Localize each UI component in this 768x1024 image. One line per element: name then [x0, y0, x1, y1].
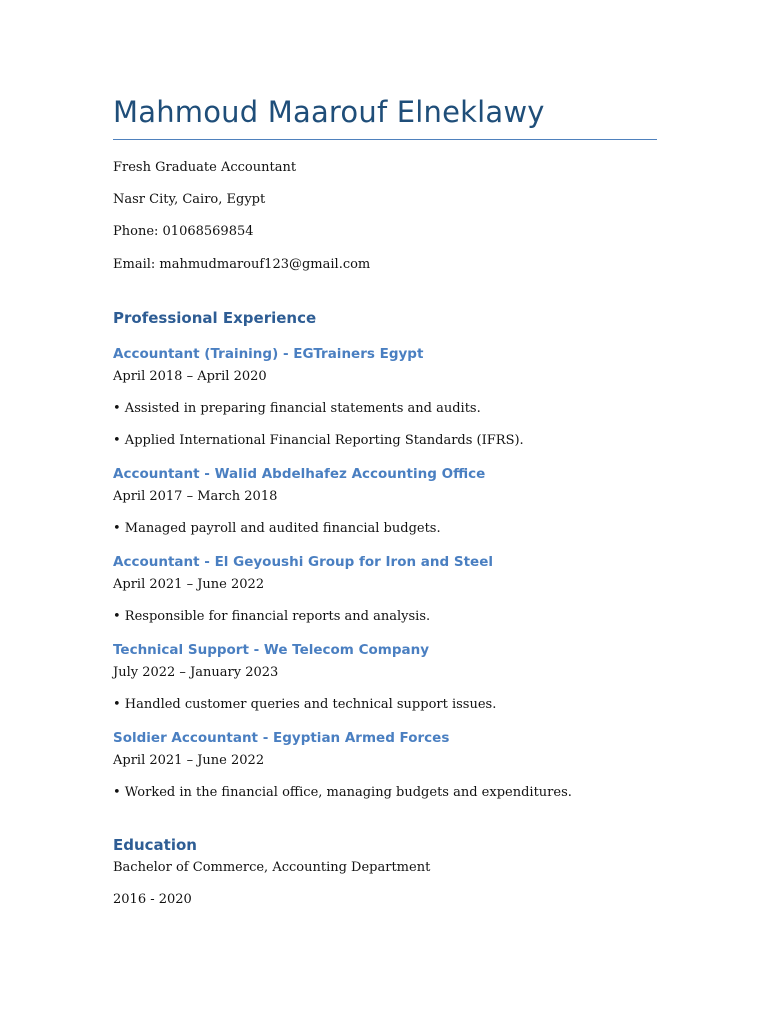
job-bullet: • Assisted in preparing financial statements and audits.	[113, 401, 481, 416]
job-dates: April 2018 – April 2020	[113, 369, 267, 384]
job-dates: April 2017 – March 2018	[113, 489, 278, 504]
job-title: Accountant - El Geyoushi Group for Iron and Steel	[113, 554, 493, 570]
job-dates: April 2021 – June 2022	[113, 577, 265, 592]
job-dates: April 2021 – June 2022	[113, 753, 265, 768]
title-underline	[113, 139, 657, 140]
job-title-line: Fresh Graduate Accountant	[113, 160, 297, 175]
job-title: Soldier Accountant - Egyptian Armed Forces	[113, 730, 450, 746]
job-bullet: • Handled customer queries and technical support issues.	[113, 697, 497, 712]
email-line: Email: mahmudmarouf123@gmail.com	[113, 257, 371, 272]
job-bullet: • Managed payroll and audited financial budgets.	[113, 521, 441, 536]
education-degree: Bachelor of Commerce, Accounting Department	[113, 860, 431, 875]
experience-heading: Professional Experience	[113, 309, 317, 327]
job-bullet: • Responsible for financial reports and analysis.	[113, 609, 431, 624]
job-bullet: • Applied International Financial Reporting Standards (IFRS).	[113, 433, 524, 448]
education-years: 2016 - 2020	[113, 892, 192, 907]
phone-line: Phone: 01068569854	[113, 224, 254, 239]
job-title: Technical Support - We Telecom Company	[113, 642, 430, 658]
job-bullet: • Worked in the financial office, managing budgets and expenditures.	[113, 785, 572, 800]
location-line: Nasr City, Cairo, Egypt	[113, 192, 266, 207]
education-heading: Education	[113, 836, 197, 854]
job-title: Accountant - Walid Abdelhafez Accounting Office	[113, 466, 486, 482]
job-title: Accountant (Training) - EGTrainers Egypt	[113, 346, 424, 362]
job-dates: July 2022 – January 2023	[113, 665, 279, 680]
candidate-name: Mahmoud Maarouf Elneklawy	[113, 95, 545, 129]
